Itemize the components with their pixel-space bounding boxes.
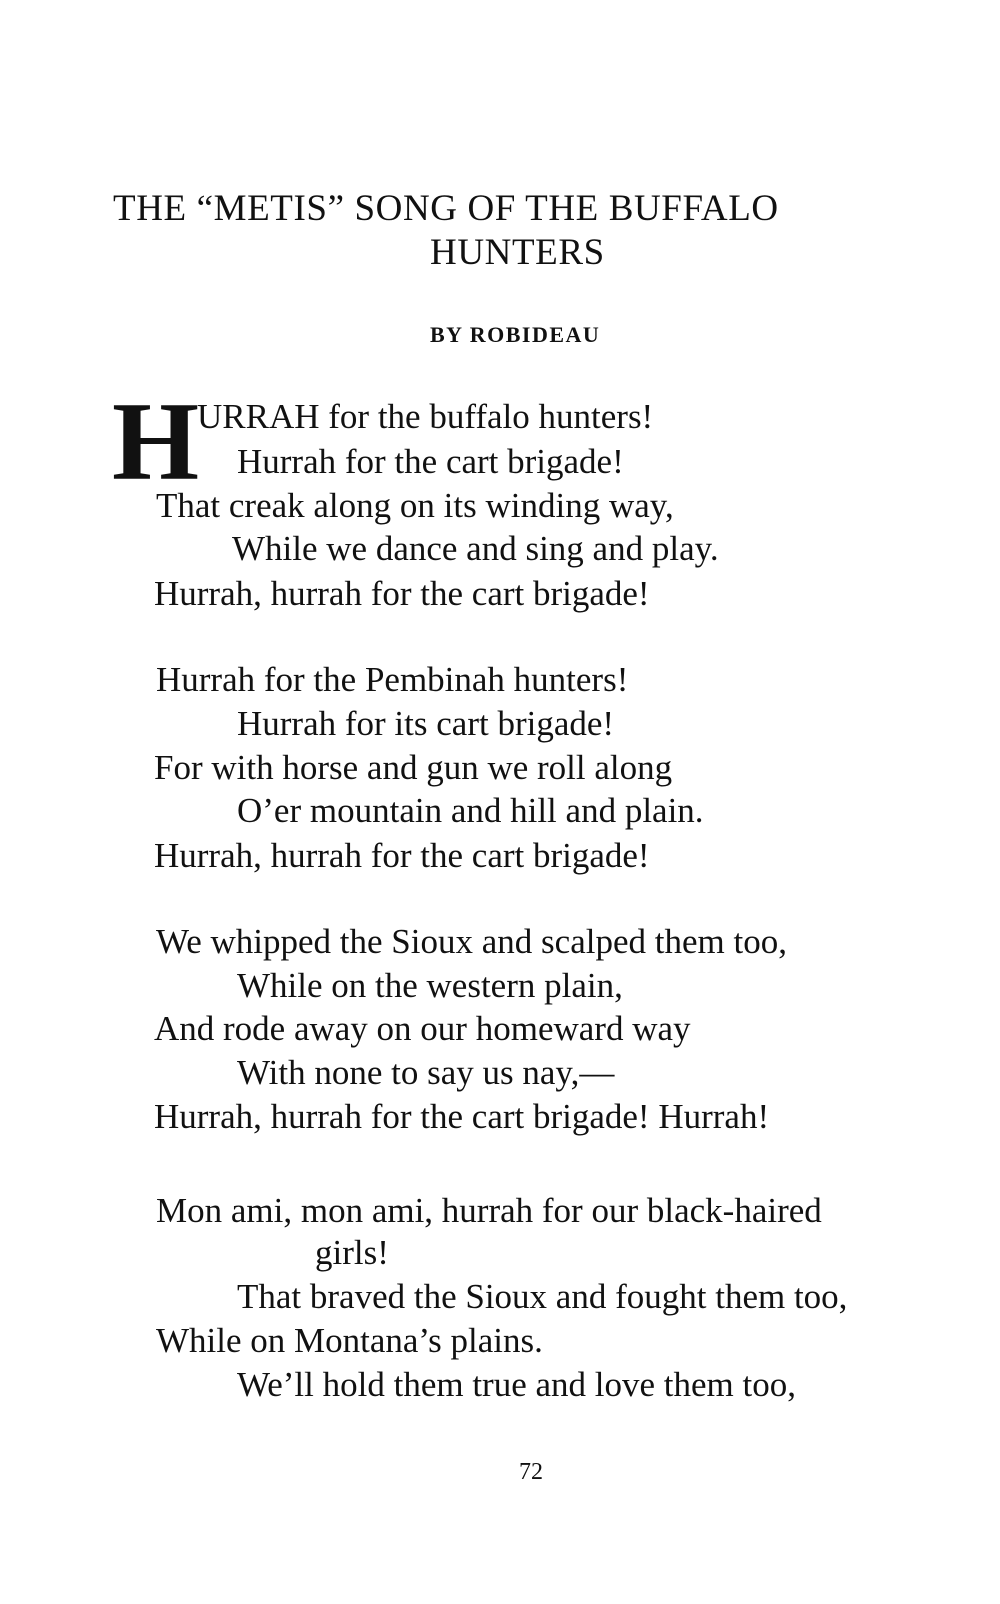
poem-line: While on Montana’s plains. xyxy=(156,1321,543,1360)
poem-line: And rode away on our homeward way xyxy=(154,1009,691,1048)
poem-line: O’er mountain and hill and plain. xyxy=(237,791,704,830)
page-number: 72 xyxy=(519,1459,543,1485)
poem-line: With none to say us nay,— xyxy=(237,1053,615,1092)
poem-line: Hurrah for the Pembinah hunters! xyxy=(156,660,629,699)
drop-cap: H xyxy=(112,380,200,504)
title-line-2: HUNTERS xyxy=(430,232,605,273)
poem-line: While we dance and sing and play. xyxy=(232,529,719,568)
poem-line: girls! xyxy=(315,1233,389,1272)
author-byline: BY ROBIDEAU xyxy=(430,322,601,347)
poem-line: That braved the Sioux and fought them too, xyxy=(237,1277,848,1316)
poem-line: URRAH for the buffalo hunters! xyxy=(197,397,654,436)
poem-line: While on the western plain, xyxy=(237,966,623,1005)
poem-line: For with horse and gun we roll along xyxy=(154,748,673,787)
poem-line: That creak along on its winding way, xyxy=(156,486,674,525)
poem-line: Mon ami, mon ami, hurrah for our black-haired xyxy=(156,1191,822,1230)
poem-line: Hurrah, hurrah for the cart brigade! Hurrah! xyxy=(154,1097,770,1136)
poem-line: Hurrah, hurrah for the cart brigade! xyxy=(154,574,650,613)
poem-line: We whipped the Sioux and scalped them too, xyxy=(156,922,787,961)
title-line-1: THE “METIS” SONG OF THE BUFFALO xyxy=(113,188,779,229)
poem-line: Hurrah for its cart brigade! xyxy=(237,704,615,743)
poem-line: Hurrah, hurrah for the cart brigade! xyxy=(154,836,650,875)
poem-line: Hurrah for the cart brigade! xyxy=(237,442,624,481)
poem-line: We’ll hold them true and love them too, xyxy=(237,1365,796,1404)
